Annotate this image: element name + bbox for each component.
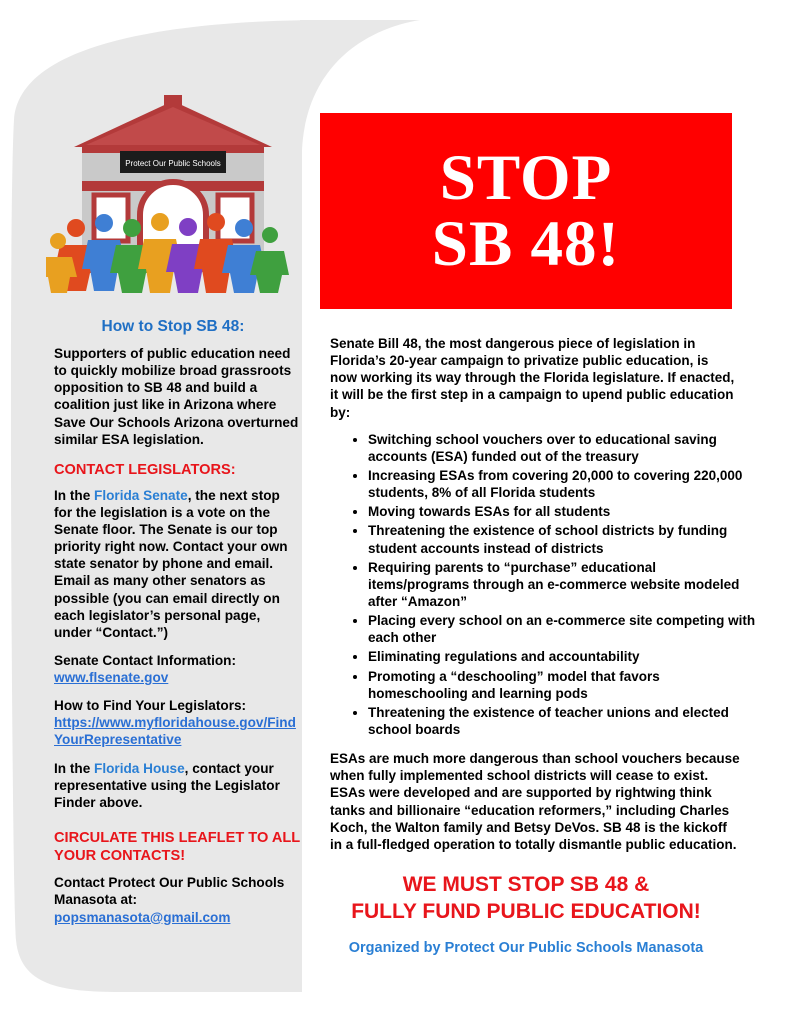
house-paragraph-pre: In the [54,760,95,776]
list-item: • Promoting a “deschooling” model that favors homeschooling and learning pods [368,668,756,702]
closing-paragraph: ESAs are much more dangerous than school vouchers because when fully implemented school districts will cease to exist. ESAs were developed and are supported by rightwing think tanks and billionaire “education reformers,” including Charles Koch, the Walton family and Betsy DeVos. SB 48 is the kickoff in a full-fledged operation to totally dismantle public education. [330,751,740,852]
banner-line-2: SB 48! [431,208,621,280]
call-to-action-line-1: WE MUST STOP SB 48 & [402,872,650,896]
senate-paragraph [54,487,300,641]
right-intro-paragraph: Senate Bill 48, the most dangerous piece of legislation in Florida’s 20-year campaign to privatize public education, is now working its way through the Florida legislature. If enacted, it will be the first step in a campaign to upend public education by: [330,336,735,420]
senate-paragraph-pre: In the [54,487,95,503]
how-to-stop-heading: How to Stop SB 48: [101,318,245,335]
find-legislators-label: How to Find Your Legislators: [54,698,247,714]
organization-email-link[interactable]: popsmanasota@gmail.com [54,909,231,925]
florida-house-label: Florida House [94,760,185,776]
organization-contact-block [54,874,300,925]
list-item: • Increasing ESAs from covering 20,000 to covering 220,000 students, 8% of all Florida students [368,467,756,501]
organization-contact-label: Contact Protect Our Public Schools Manasota at: [54,875,285,908]
house-paragraph-post: , contact your representative using the Legislator Finder above. [54,760,280,810]
banner-line-1: STOP [439,141,613,214]
left-column [46,95,300,937]
call-to-action-line-2: FULLY FUND PUBLIC EDUCATION! [351,900,701,924]
senate-contact-label: Senate Contact Information: [54,652,237,668]
call-to-action [320,871,732,926]
list-item: • Moving towards ESAs for all students [368,503,756,520]
list-item: • Threatening the existence of school districts by funding student accounts instead of districts [368,522,756,556]
myfloridahouse-link[interactable]: https://www.myfloridahouse.gov/FindYourRepresentative [54,715,296,748]
contact-legislators-heading: CONTACT LEGISLATORS: [54,461,236,478]
list-item: • Requiring parents to “purchase” educational items/programs through an e-commerce website modeled after “Amazon” [368,559,756,610]
flsenate-link[interactable]: www.flsenate.gov [54,670,169,685]
senate-contact-block [54,652,300,686]
organized-by-line: Organized by Protect Our Public Schools Manasota [348,939,704,956]
list-item: • Switching school vouchers over to educational saving accounts (ESA) funded out of the treasury [368,431,756,465]
school-sign-text: Protect Our Public Schools [125,159,221,168]
left-intro-paragraph: Supporters of public education need to quickly mobilize broad grassroots opposition to SB 48 and build a coalition just like in Arizona where Save Our Schools Arizona overturned similar ESA legislation. [54,346,299,447]
right-column [320,113,756,956]
list-item: • Threatening the existence of teacher unions and elected school boards [368,704,756,738]
house-paragraph [54,760,300,811]
list-item: • Eliminating regulations and accountability [368,648,756,665]
circulate-leaflet-heading: CIRCULATE THIS LEAFLET TO ALL YOUR CONTACTS! [54,829,300,865]
senate-paragraph-post: , the next stop for the legislation is a vote on the Senate floor. The Senate is our top priority right now. Contact your own state senator by phone and email. Email as many other senators as possible (you can email directly on each legislator’s personal page, under “Contact.”) [54,487,288,640]
stop-sb48-banner [320,113,732,309]
school-illustration [46,95,300,310]
florida-senate-label: Florida Senate [94,487,188,503]
find-legislators-block [54,697,300,748]
list-item: • Placing every school on an e-commerce site competing with each other [368,612,756,646]
bullet-list [346,431,756,738]
